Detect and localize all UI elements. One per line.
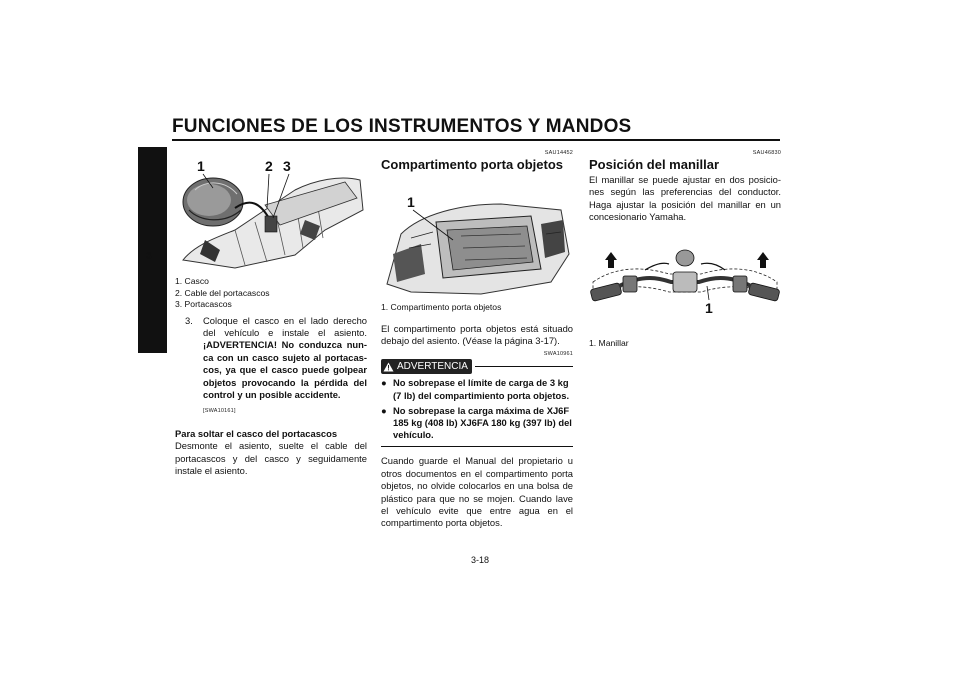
section-title: Posición del manillar	[589, 157, 720, 172]
warning-label: ADVERTENCIA	[397, 361, 468, 373]
figure-label-1: 1	[407, 194, 415, 210]
warning-header	[381, 359, 573, 374]
page-number: 3-18	[470, 555, 489, 565]
chapter-side-tab	[138, 147, 167, 353]
storage-compartment-illustration	[381, 174, 573, 298]
page-header: FUNCIONES DE LOS INSTRUMENTOS Y MANDOS	[172, 116, 632, 137]
paragraph-location: El compartimento porta objetos está situado debajo del asiento. (Véase la página 3-17).	[381, 322, 573, 346]
subheading-release-helmet: Para soltar el casco del portacascos	[175, 427, 338, 439]
chapter-number: 3	[146, 251, 152, 262]
warning-end-rule	[381, 446, 573, 447]
caption-item: 1. Casco	[175, 276, 209, 286]
step-warning: ¡ADVERTENCIA! No conduzca nunca con un casco sujeto al portacascos, ya que el casco puede golpear objetos provocando la pérdida del control y un posible accidente.	[203, 339, 367, 400]
figure-helmet-holder	[175, 150, 367, 272]
figure-label-1: 1	[197, 158, 205, 174]
paragraph-documents: Cuando guarde el Manual del propietario u otros documentos en el compartimento porta objetos, no olvide colocarlos en una bolsa de plástico para que no se mojen. Cuando lave el vehículo evite que entre agua en el compartimento porta objetos.	[381, 455, 573, 529]
bullet-dot-icon: ●	[381, 404, 387, 416]
column-helmet-holder	[175, 150, 367, 477]
header-rule	[172, 139, 780, 141]
warning-badge	[381, 359, 472, 374]
step-number: 3.	[185, 314, 193, 326]
figure-label-2: 2	[265, 158, 273, 174]
handlebar-illustration	[589, 234, 781, 330]
warning-rule	[475, 366, 573, 367]
figure-caption: 1. Compartimento porta objetos	[381, 302, 502, 312]
figure-caption	[175, 276, 367, 311]
figure-label-1: 1	[705, 299, 713, 316]
warning-bullet: ● No sobrepase el límite de carga de 3 kg (7 lb) del compartimiento porta objetos.	[381, 377, 570, 401]
paragraph-release-helmet: Desmonte el asiento, suelte el cable del portacascos y del casco y seguidamente instale el asiento.	[175, 440, 367, 476]
figure-handlebar	[589, 234, 781, 330]
step-text: Coloque el casco en el lado derecho del vehículo e instale el asiento.	[203, 314, 367, 338]
figure-storage-compartment	[381, 174, 573, 298]
caption-item: 2. Cable del portacascos	[175, 287, 270, 298]
warning-code: [SWA10161]	[203, 408, 236, 415]
figure-label-3: 3	[283, 158, 291, 174]
section-code: SAU46830	[752, 150, 781, 156]
section-code: SAU14452	[544, 150, 573, 156]
instruction-step-3	[175, 315, 367, 418]
column-storage-compartment	[381, 150, 573, 530]
section-title: Compartimento porta objetos	[381, 157, 564, 172]
step-body	[203, 315, 367, 418]
warning-bullet: ● No sobrepase la carga máxima de XJ6F 185 kg (408 lb) XJ6FA 180 kg (397 lb) del vehículo.	[381, 404, 572, 441]
caption-item: 3. Portacascos	[175, 299, 232, 309]
figure-caption: 1. Manillar	[589, 337, 629, 348]
warning-code: SWA10961	[543, 351, 573, 358]
warning-triangle-icon	[383, 362, 394, 372]
bullet-dot-icon: ●	[381, 377, 387, 389]
column-handlebar-position	[589, 150, 781, 349]
paragraph-handlebar: El manillar se puede ajustar en dos posiciones según las preferencias del conductor. Haga ajustar la posición del manillar en un concesionario Yamaha.	[589, 174, 781, 223]
warning-block	[381, 359, 573, 447]
